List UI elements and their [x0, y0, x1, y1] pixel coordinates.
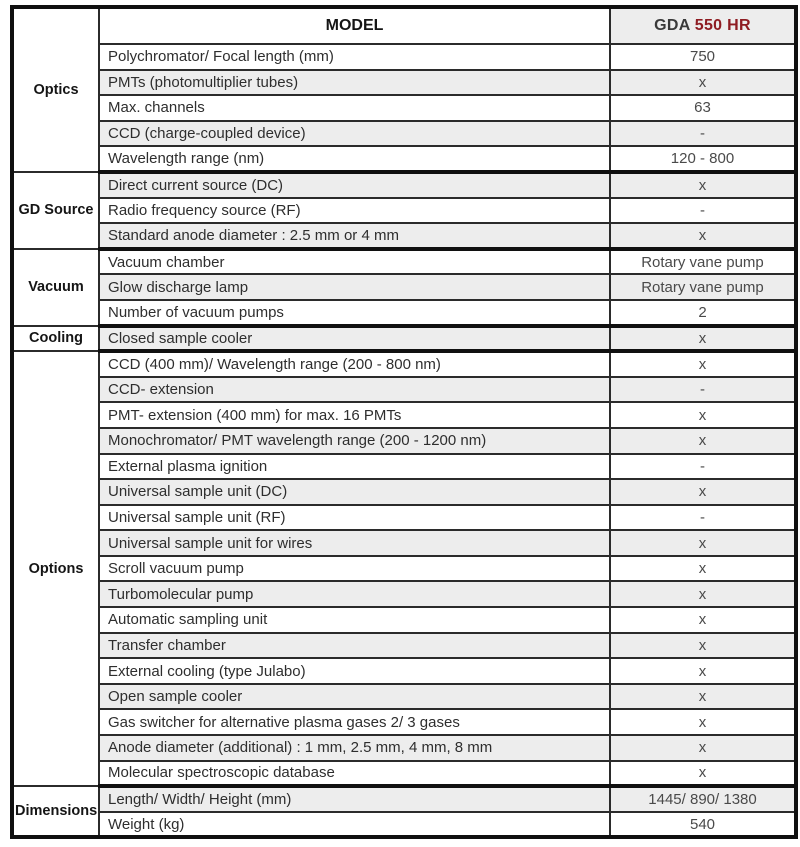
table-row — [12, 786, 796, 812]
table-row — [12, 121, 796, 147]
feature-label: Turbomolecular pump — [99, 581, 610, 607]
feature-value: x — [610, 326, 796, 352]
feature-label: Scroll vacuum pump — [99, 556, 610, 582]
table-row — [12, 95, 796, 121]
table-row — [12, 684, 796, 710]
feature-value: x — [610, 761, 796, 787]
table-row — [12, 633, 796, 659]
feature-label: CCD- extension — [99, 377, 610, 403]
table-row — [12, 274, 796, 300]
product-column-header — [610, 7, 796, 44]
table-row — [12, 428, 796, 454]
table-row — [12, 479, 796, 505]
feature-value: x — [610, 709, 796, 735]
feature-value: x — [610, 479, 796, 505]
feature-value: - — [610, 377, 796, 403]
feature-value: - — [610, 505, 796, 531]
feature-value: - — [610, 198, 796, 224]
product-name-highlight: 550 HR — [694, 17, 751, 34]
group-cell-vacuum: Vacuum — [12, 249, 99, 326]
table-row — [12, 377, 796, 403]
feature-value: x — [610, 530, 796, 556]
feature-label: Anode diameter (additional) : 1 mm, 2.5 mm, 4 mm, 8 mm — [99, 735, 610, 761]
feature-label: Length/ Width/ Height (mm) — [99, 786, 610, 812]
feature-label: Glow discharge lamp — [99, 274, 610, 300]
table-row — [12, 735, 796, 761]
feature-label: Monochromator/ PMT wavelength range (200 - 1200 nm) — [99, 428, 610, 454]
table-row — [12, 44, 796, 70]
feature-value: Rotary vane pump — [610, 249, 796, 275]
table-row — [12, 198, 796, 224]
model-column-header: MODEL — [99, 7, 610, 44]
feature-label: Automatic sampling unit — [99, 607, 610, 633]
group-cell-cooling: Cooling — [12, 326, 99, 352]
feature-label: Wavelength range (nm) — [99, 146, 610, 172]
feature-label: Vacuum chamber — [99, 249, 610, 275]
table-row — [12, 249, 796, 275]
feature-value: x — [610, 658, 796, 684]
group-cell-options: Options — [12, 351, 99, 786]
table-row — [12, 505, 796, 531]
feature-value: 540 — [610, 812, 796, 838]
feature-label: Universal sample unit (DC) — [99, 479, 610, 505]
feature-label: Direct current source (DC) — [99, 172, 610, 198]
feature-value: x — [610, 735, 796, 761]
feature-value: x — [610, 581, 796, 607]
spec-sheet — [10, 5, 798, 839]
table-row — [12, 454, 796, 480]
feature-label: CCD (400 mm)/ Wavelength range (200 - 800 nm) — [99, 351, 610, 377]
table-row — [12, 351, 796, 377]
feature-value: x — [610, 402, 796, 428]
feature-label: Open sample cooler — [99, 684, 610, 710]
feature-label: Standard anode diameter : 2.5 mm or 4 mm — [99, 223, 610, 249]
table-row — [12, 709, 796, 735]
table-row — [12, 812, 796, 838]
feature-value: x — [610, 172, 796, 198]
feature-value: x — [610, 428, 796, 454]
feature-label: Transfer chamber — [99, 633, 610, 659]
feature-value: Rotary vane pump — [610, 274, 796, 300]
feature-value: 1445/ 890/ 1380 — [610, 786, 796, 812]
feature-label: PMTs (photomultiplier tubes) — [99, 70, 610, 96]
feature-value: x — [610, 351, 796, 377]
table-row — [12, 530, 796, 556]
table-row — [12, 70, 796, 96]
table-row — [12, 223, 796, 249]
feature-value: 750 — [610, 44, 796, 70]
spec-table-body — [12, 7, 796, 837]
feature-label: Max. channels — [99, 95, 610, 121]
feature-label: Molecular spectroscopic database — [99, 761, 610, 787]
feature-value: 63 — [610, 95, 796, 121]
table-row — [12, 581, 796, 607]
feature-value: x — [610, 607, 796, 633]
header-row — [12, 7, 796, 44]
table-row — [12, 172, 796, 198]
feature-value: 2 — [610, 300, 796, 326]
table-row — [12, 300, 796, 326]
feature-label: External plasma ignition — [99, 454, 610, 480]
table-row — [12, 658, 796, 684]
feature-label: Polychromator/ Focal length (mm) — [99, 44, 610, 70]
group-cell-gd-source: GD Source — [12, 172, 99, 249]
table-row — [12, 556, 796, 582]
feature-value: 120 - 800 — [610, 146, 796, 172]
feature-label: Universal sample unit (RF) — [99, 505, 610, 531]
feature-value: - — [610, 454, 796, 480]
feature-value: - — [610, 121, 796, 147]
feature-label: External cooling (type Julabo) — [99, 658, 610, 684]
feature-label: Radio frequency source (RF) — [99, 198, 610, 224]
group-cell-dimensions: Dimensions — [12, 786, 99, 837]
product-name-prefix: GDA — [654, 17, 695, 34]
table-row — [12, 761, 796, 787]
feature-value: x — [610, 684, 796, 710]
feature-value: x — [610, 70, 796, 96]
feature-label: Closed sample cooler — [99, 326, 610, 352]
feature-value: x — [610, 556, 796, 582]
spec-table — [10, 5, 798, 839]
feature-label: CCD (charge-coupled device) — [99, 121, 610, 147]
table-row — [12, 607, 796, 633]
feature-value: x — [610, 633, 796, 659]
table-row — [12, 146, 796, 172]
feature-label: Number of vacuum pumps — [99, 300, 610, 326]
group-cell-optics: Optics — [12, 7, 99, 172]
feature-value: x — [610, 223, 796, 249]
feature-label: Universal sample unit for wires — [99, 530, 610, 556]
feature-label: PMT- extension (400 mm) for max. 16 PMTs — [99, 402, 610, 428]
feature-label: Gas switcher for alternative plasma gases 2/ 3 gases — [99, 709, 610, 735]
table-row — [12, 402, 796, 428]
feature-label: Weight (kg) — [99, 812, 610, 838]
table-row — [12, 326, 796, 352]
